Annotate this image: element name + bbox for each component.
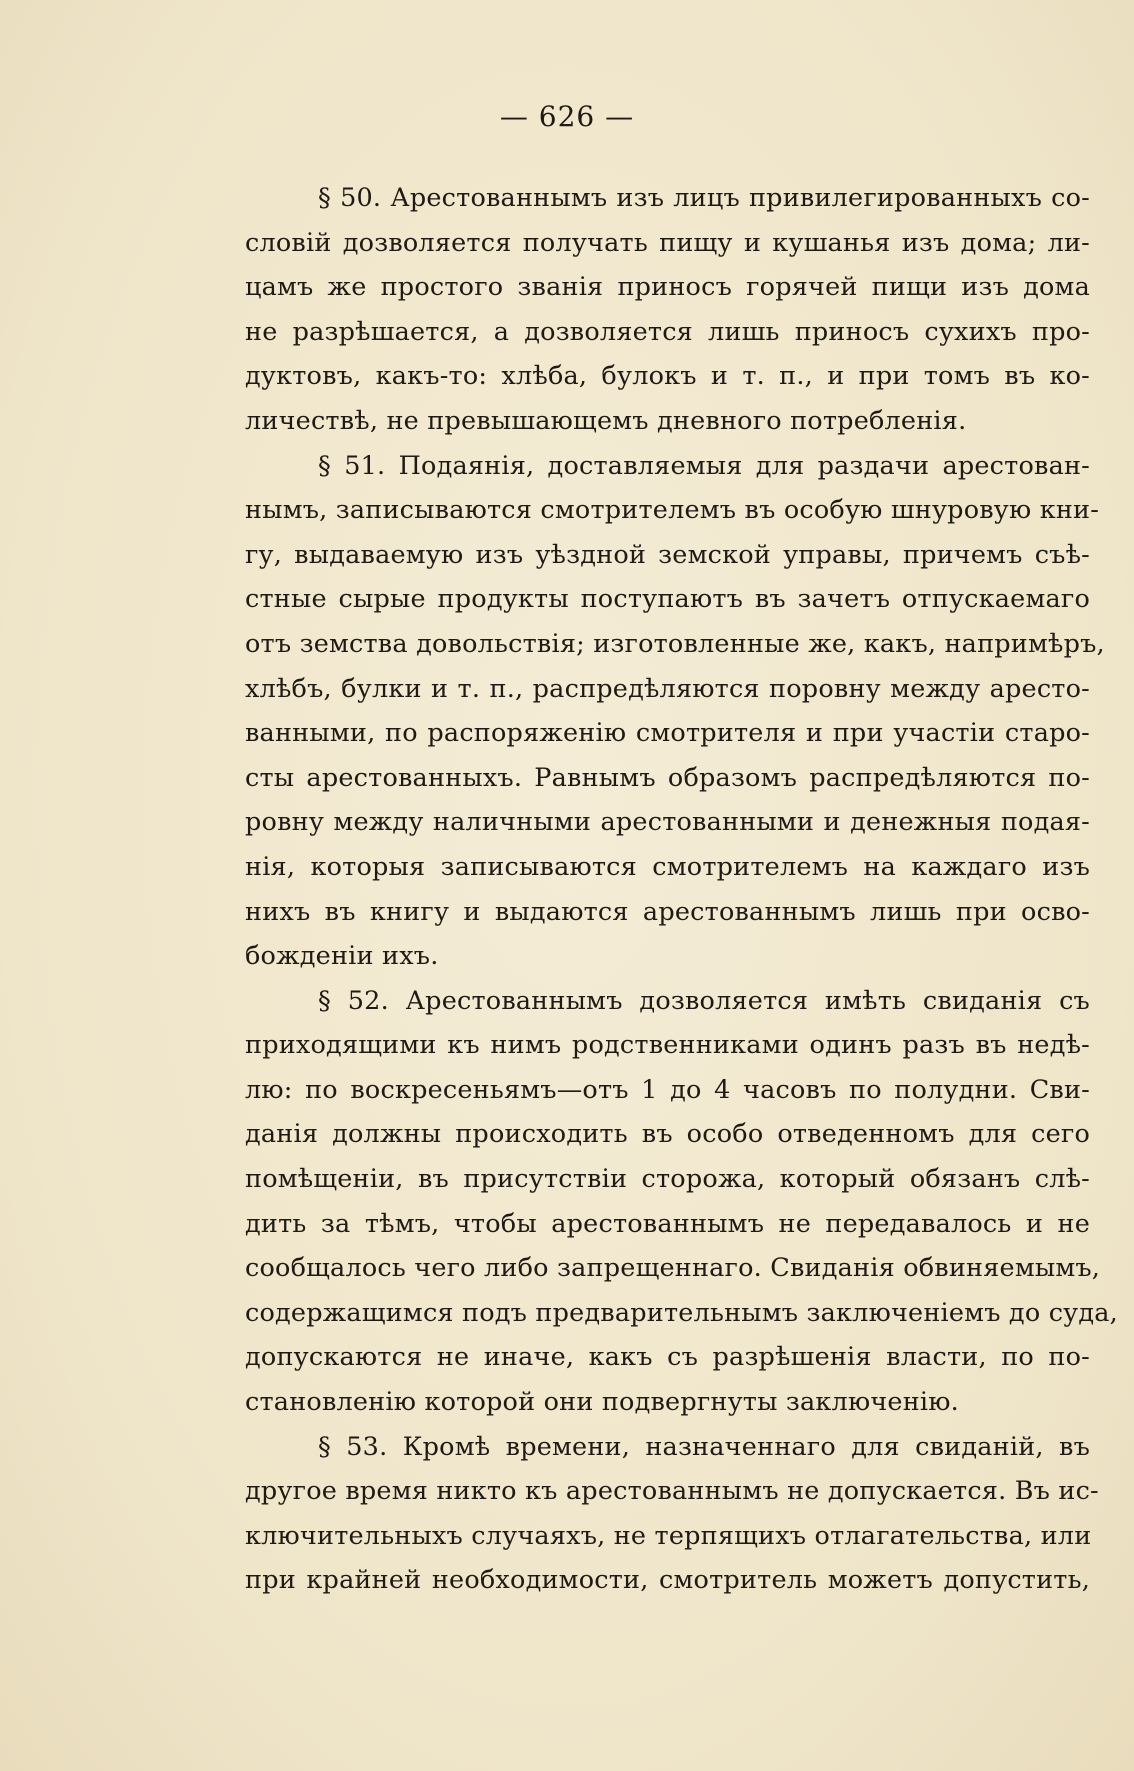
text-line: другое время никто къ арестованнымъ не допускается. Въ ис-: [245, 1476, 1099, 1507]
text-line: божденіи ихъ.: [245, 941, 439, 972]
text-line: ванными, по распоряженію смотрителя и при участіи старо-: [245, 718, 1090, 749]
text-line: данія должны происходить въ особо отведенномъ для сего: [245, 1119, 1090, 1150]
text-line: нымъ, записываются смотрителемъ въ особую шнуровую кни-: [245, 495, 1100, 526]
text-line: § 51. Подаянія, доставляемыя для раздачи арестован-: [318, 450, 1090, 481]
text-line: становленію которой они подвергнуты заключенію.: [245, 1387, 959, 1418]
text-line: стные сырые продукты поступаютъ въ зачетъ отпускаемаго: [245, 584, 1090, 615]
text-line: § 53. Кромѣ времени, назначеннаго для свиданій, въ: [318, 1431, 1090, 1462]
text-line: не разрѣшается, а дозволяется лишь приносъ сухихъ про-: [245, 316, 1090, 347]
text-line: § 50. Арестованнымъ изъ лицъ привилегированныхъ со-: [318, 183, 1090, 213]
text-line: лю: по воскресеньямъ—отъ 1 до 4 часовъ по полудни. Сви-: [245, 1074, 1090, 1105]
text-line: помѣщеніи, въ присутствіи сторожа, который обязанъ слѣ-: [245, 1164, 1090, 1195]
paragraph-53: [245, 1425, 1099, 1603]
text-line: личествѣ, не превышающемъ дневного потребленія.: [245, 405, 967, 436]
text-line: отъ земства довольствія; изготовленные же, какъ, напримѣръ,: [245, 628, 1105, 659]
text-line: цамъ же простого званія приносъ горячей пищи изъ дома: [245, 272, 1090, 303]
text-line: гу, выдаваемую изъ уѣздной земской управы, причемъ съѣ-: [245, 539, 1090, 570]
text-line: нихъ въ книгу и выдаются арестованнымъ лишь при осво-: [245, 896, 1090, 927]
text-line: при крайней необходимости, смотритель можетъ допустить,: [245, 1565, 1090, 1596]
paragraph-51: [245, 444, 1105, 979]
text-line: хлѣбъ, булки и т. п., распредѣляются поровну между аресто-: [245, 673, 1090, 704]
text-line: допускаются не иначе, какъ съ разрѣшенія власти, по по-: [245, 1342, 1090, 1373]
text-line: приходящими къ нимъ родственниками одинъ разъ въ недѣ-: [245, 1030, 1090, 1061]
text-line: ровну между наличными арестованными и денежныя подая-: [245, 807, 1090, 838]
page-number: — 626 —: [499, 100, 635, 133]
body-text: [245, 176, 1118, 1603]
paragraph-50: [245, 176, 1090, 444]
text-line: § 52. Арестованнымъ дозволяется имѣть свиданія съ: [318, 985, 1090, 1016]
text-line: дуктовъ, какъ-то: хлѣба, булокъ и т. п., и при томъ въ ко-: [245, 361, 1090, 392]
text-line: словій дозволяется получать пищу и кушанья изъ дома; ли-: [245, 227, 1090, 258]
text-line: нія, которыя записываются смотрителемъ на каждаго изъ: [245, 851, 1090, 882]
text-line: дить за тѣмъ, чтобы арестованнымъ не передавалось и не: [245, 1208, 1090, 1239]
text-line: сты арестованныхъ. Равнымъ образомъ распредѣляются по-: [245, 762, 1090, 793]
text-line: содержащимся подъ предварительнымъ заключеніемъ до суда,: [245, 1297, 1118, 1328]
text-line: сообщалось чего либо запрещеннаго. Свиданія обвиняемымъ,: [245, 1253, 1101, 1284]
text-line: ключительныхъ случаяхъ, не терпящихъ отлагательства, или: [245, 1520, 1092, 1551]
paragraph-52: [245, 979, 1118, 1425]
